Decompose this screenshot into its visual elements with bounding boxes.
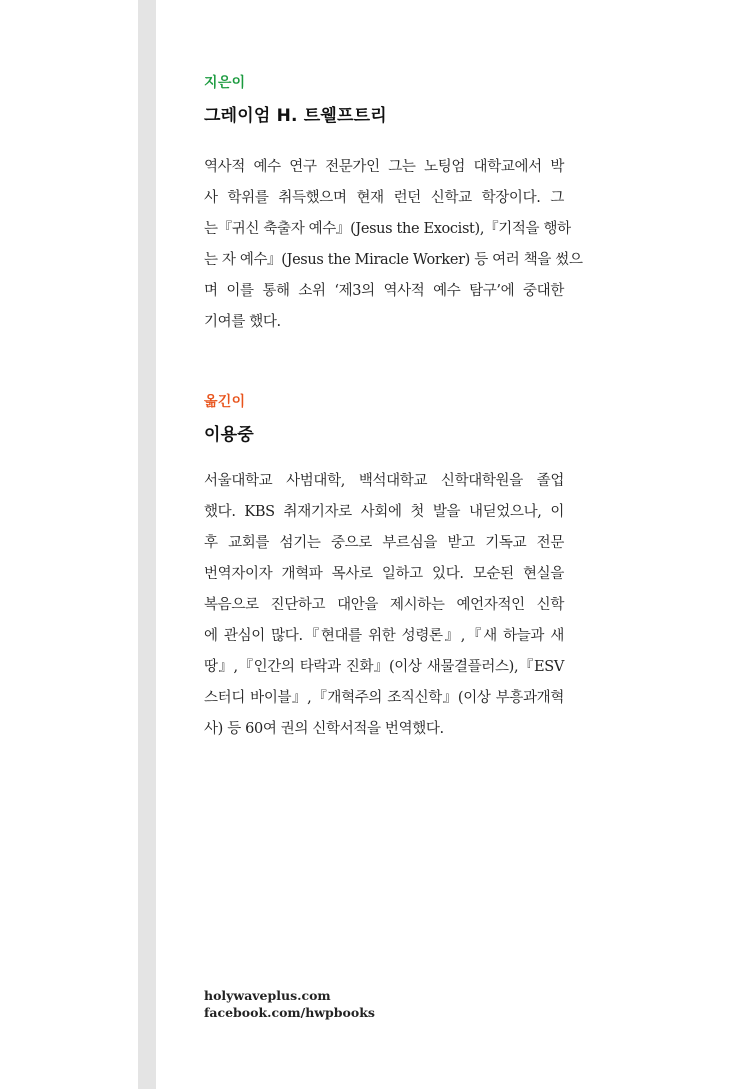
author-bio-line: 는 자 예수』(Jesus the Miracle Worker) 등 여러 책을 썼으 — [204, 252, 583, 268]
publisher-links — [204, 987, 375, 1021]
author-bio-line: 역사적 예수 연구 전문가인 그는 노팅엄 대학교에서 박 — [204, 159, 564, 175]
author-bio-line: 는『귀신 축출자 예수』(Jesus the Exocist),『기적을 행하 — [204, 221, 571, 237]
translator-bio-line: 복음으로 진단하고 대안을 제시하는 예언자적인 신학 — [204, 597, 564, 613]
translator-bio-line: 스터디 바이블』,『개혁주의 조직신학』(이상 부흥과개혁 — [204, 690, 564, 706]
author-bio — [204, 152, 583, 338]
translator-bio-line: 에 관심이 많다.『현대를 위한 성령론』,『새 하늘과 새 — [204, 628, 564, 644]
translator-bio-line: 했다. KBS 취재기자로 사회에 첫 발을 내딛었으나, 이 — [204, 504, 564, 520]
translator-bio — [204, 466, 564, 745]
translator-bio-line: 번역자이자 개혁파 목사로 일하고 있다. 모순된 현실을 — [204, 566, 564, 582]
translator-bio-line: 땅』,『인간의 타락과 진화』(이상 새물결플러스),『ESV — [204, 659, 564, 675]
author-bio-line: 사 학위를 취득했으며 현재 런던 신학교 학장이다. 그 — [204, 190, 564, 206]
translator-name: 이용중 — [204, 425, 254, 445]
facebook-link[interactable]: facebook.com/hwpbooks — [204, 1005, 375, 1020]
translator-section-label: 옮긴이 — [204, 394, 246, 410]
author-name: 그레이엄 H. 트웰프트리 — [204, 106, 387, 126]
translator-bio-line: 서울대학교 사범대학, 백석대학교 신학대학원을 졸업 — [204, 473, 564, 489]
author-bio-line: 며 이를 통해 소위 ‘제3의 역사적 예수 탐구’에 중대한 — [204, 283, 564, 299]
page-spine-strip — [138, 0, 156, 1089]
author-section-label: 지은이 — [204, 75, 246, 91]
translator-bio-line: 후 교회를 섬기는 중으로 부르심을 받고 기독교 전문 — [204, 535, 564, 551]
website-link[interactable]: holywaveplus.com — [204, 988, 331, 1003]
translator-bio-line: 사) 등 60여 권의 신학서적을 번역했다. — [204, 721, 444, 737]
author-bio-line: 기여를 했다. — [204, 314, 281, 330]
